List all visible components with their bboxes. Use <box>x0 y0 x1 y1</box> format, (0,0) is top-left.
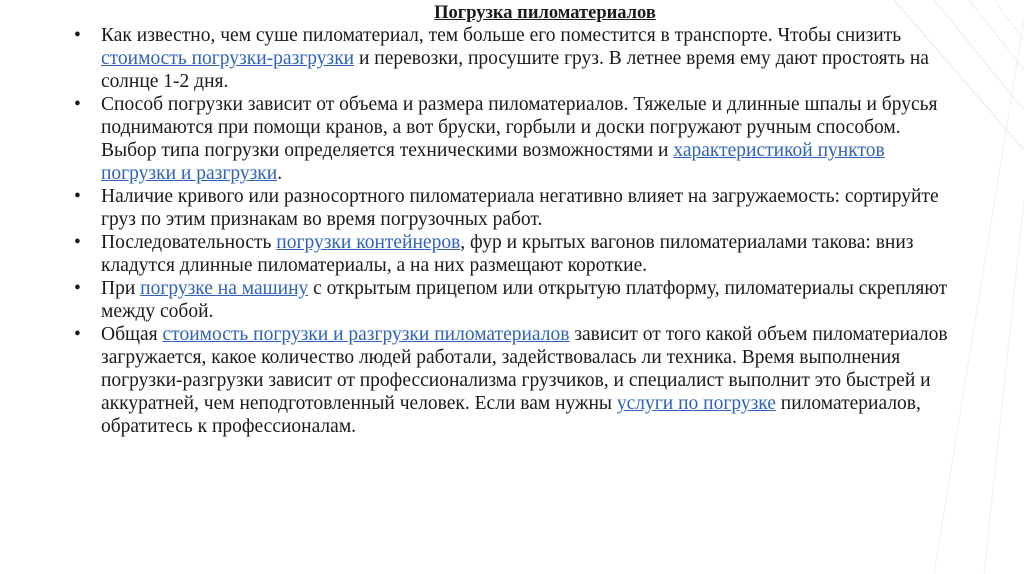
bullet-icon: • <box>74 186 81 207</box>
link-lumber-loading-cost[interactable]: стоимость погрузки и разгрузки пиломатериалов <box>162 324 570 345</box>
link-container-loading[interactable]: погрузки контейнеров <box>276 232 461 253</box>
bullet-list <box>70 24 950 438</box>
bullet-icon: • <box>74 324 81 345</box>
list-item <box>70 277 950 323</box>
item-text: зависит от того какой объем пиломатериалов загружается, какое количество людей работали, задействовалась ли техника. Время выполнения погрузки-разгрузки зависит от профессионализма грузчиков, и специалист выполнит это быстрей и аккуратней, чем неподготовленный человек. Если вам нужны <box>101 324 948 414</box>
slide-title: Погрузка пиломатериалов <box>434 3 656 23</box>
list-item <box>70 231 950 277</box>
bullet-icon: • <box>74 232 81 253</box>
item-text: с открытым прицепом или открытую платформу, пиломатериалы скрепляют между собой. <box>101 278 948 322</box>
bullet-icon: • <box>74 278 81 299</box>
bullet-icon: • <box>74 94 81 115</box>
bullet-icon: • <box>74 25 81 46</box>
item-text: . <box>277 163 283 184</box>
item-text: Последовательность <box>101 232 277 253</box>
list-item <box>70 93 950 185</box>
slide-content <box>70 2 950 438</box>
list-item <box>70 24 950 93</box>
link-truck-loading[interactable]: погрузке на машину <box>140 278 309 299</box>
link-loading-cost[interactable]: стоимость погрузки-разгрузки <box>101 48 355 69</box>
item-text: Общая <box>101 324 163 345</box>
item-text: При <box>101 278 141 299</box>
link-loading-points[interactable]: характеристикой пунктов погрузки и разгрузки <box>101 140 885 184</box>
list-item <box>70 323 950 438</box>
list-item <box>70 185 950 231</box>
item-text: Наличие кривого или разносортного пиломатериала негативно влияет на загружаемость: сортируйте груз по этим признакам во время погрузочных работ. <box>101 186 939 230</box>
item-text: , фур и крытых вагонов пиломатериалами такова: вниз кладутся длинные пиломатериалы, а на них размещают короткие. <box>101 232 914 276</box>
item-text: пиломатериалов, обратитесь к профессионалам. <box>101 393 921 437</box>
item-text: и перевозки, просушите груз. В летнее время ему дают простоять на солнце 1-2 дня. <box>101 48 929 92</box>
item-text: Способ погрузки зависит от объема и размера пиломатериалов. Тяжелые и длинные шпалы и брусья поднимаются при помощи кранов, а вот бруски, горбыли и доски погружают ручным способом. Выбор типа погрузки определяется техническими возможностями и <box>101 94 938 161</box>
item-text: Как известно, чем суше пиломатериал, тем больше его поместится в транспорте. Чтобы снизить <box>101 25 902 46</box>
link-loading-services[interactable]: услуги по погрузке <box>616 393 776 414</box>
